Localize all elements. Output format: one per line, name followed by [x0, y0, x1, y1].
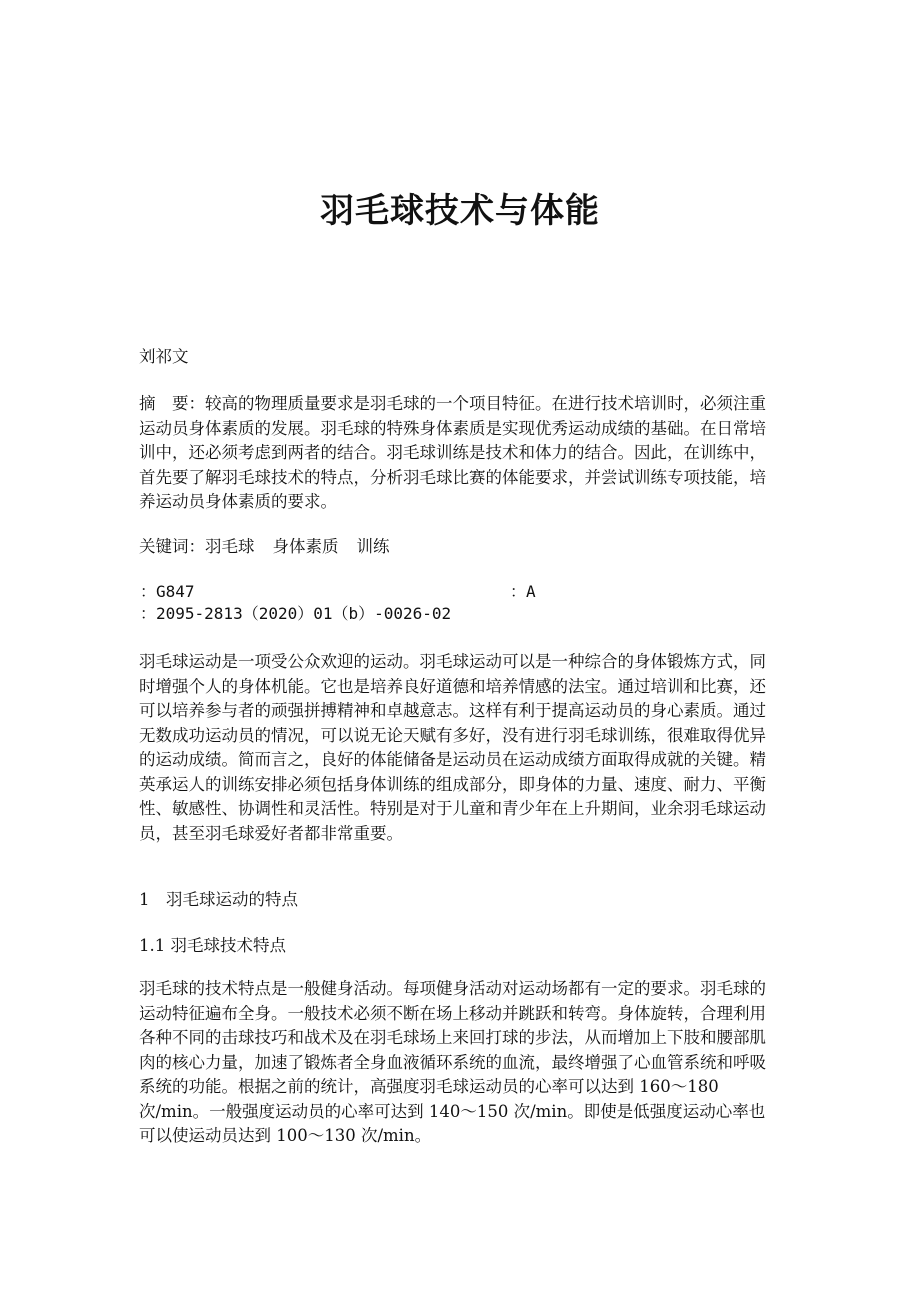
keyword-1: 羽毛球 [205, 537, 255, 556]
abstract-label: 摘 要： [139, 394, 205, 413]
article-number: ：2095-2813（2020）01（b）-0026-02 [140, 604, 452, 623]
abstract [139, 392, 779, 515]
paper-title: 羽毛球技术与体能 [320, 191, 600, 231]
section-heading-1-1: 1.1 羽毛球技术特点 [139, 936, 286, 955]
keywords-label: 关键词： [139, 537, 205, 556]
keyword-2: 身体素质 [272, 537, 339, 556]
author: 刘祁文 [139, 347, 189, 366]
intro-paragraph: 羽毛球运动是一项受公众欢迎的运动。羽毛球运动可以是一种综合的身体锻炼方式，同时增强个人的身体机能。它也是培养良好道德和培养情感的法宝。通过培训和比赛，还可以培养参与者的顽强拼搏精神和卓越意志。这样有利于提高运动员的身心素质。通过无数成功运动员的情况，可以说无论天赋有多好，没有进行羽毛球训练，很难取得优异的运动成绩。简而言之，良好的体能储备是运动员在运动成绩方面取得成就的关键。精英承运人的训练安排必须包括身体训练的组成部分，即身体的力量、速度、耐力、平衡性、敏感性、协调性和灵活性。特别是对于儿童和青少年在上升期间，业余羽毛球运动员，甚至羽毛球爱好者都非常重要。 [139, 652, 766, 843]
keyword-3: 训练 [356, 537, 390, 556]
keywords [139, 535, 779, 560]
abstract-text: 较高的物理质量要求是羽毛球的一个项目特征。在进行技术培训时，必须注重运动员身体素质的发展。羽毛球的特殊身体素质是实现优秀运动成绩的基础。在日常培训中，还必须考虑到两者的结合。羽毛球训练是技术和体力的结合。因此，在训练中，首先要了解羽毛球技术的特点，分析羽毛球比赛的体能要求，并尝试训练专项技能，培养运动员身体素质的要求。 [139, 394, 766, 511]
clc-number: ：G847 [140, 582, 195, 601]
technique-paragraph: 羽毛球的技术特点是一般健身活动。每项健身活动对运动场都有一定的要求。羽毛球的运动特征遍布全身。一般技术必须不断在场上移动并跳跃和转弯。身体旋转，合理利用各种不同的击球技巧和战术及在羽毛球场上来回打球的步法，从而增加上下肢和腰部肌肉的核心力量，加速了锻炼者全身血液循环系统的血流，最终增强了心血管系统和呼吸系统的功能。根据之前的统计，高强度羽毛球运动员的心率可以达到 160～180 次/min。一般强度运动员的心率可达到 140～150 次/min。即使是低强度运动心率也可以使运动员达到 100～130 次/min。 [139, 979, 766, 1145]
section-heading-1: 1 羽毛球运动的特点 [139, 890, 298, 909]
document-code: ：A [510, 582, 536, 601]
